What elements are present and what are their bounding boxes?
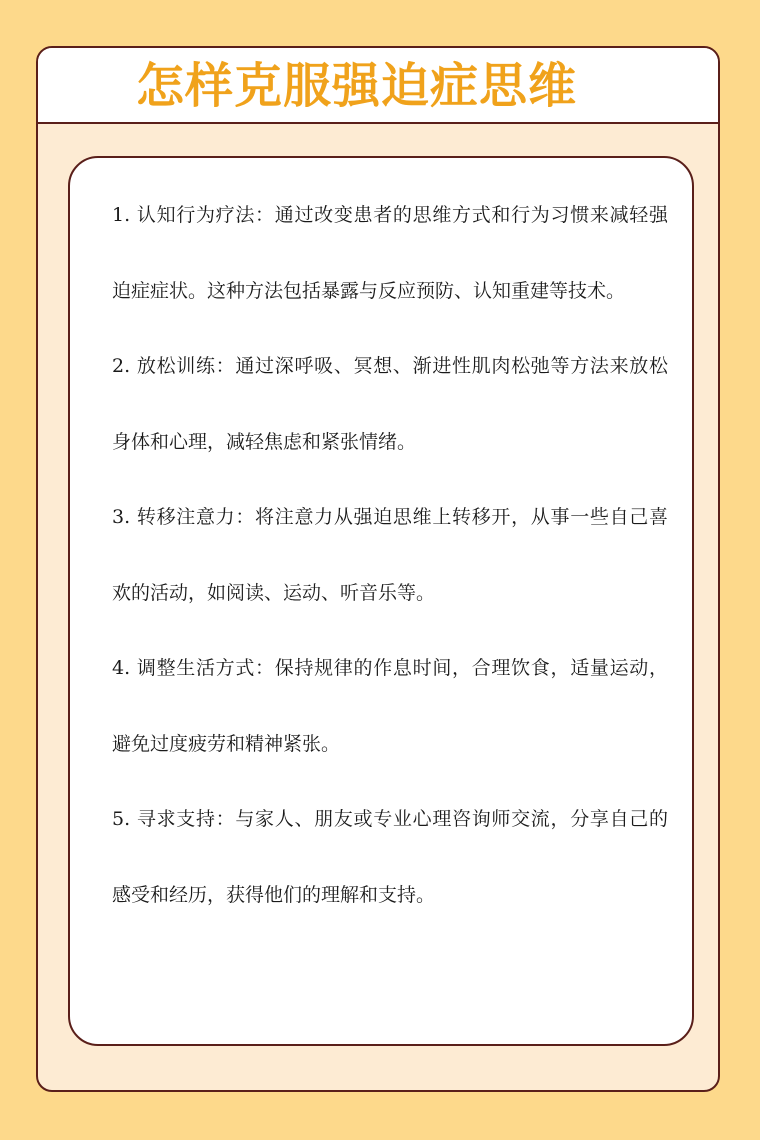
item-text: 调整生活方式：保持规律的作息时间，合理饮食，适量运动，避免过度疲劳和精神紧张。	[112, 657, 668, 755]
list-item-1	[112, 178, 668, 329]
item-text: 认知行为疗法：通过改变患者的思维方式和行为习惯来减轻强迫症症状。这种方法包括暴露与反应预防、认知重建等技术。	[112, 204, 668, 302]
title-band	[38, 48, 718, 124]
item-number: 5.	[112, 808, 137, 830]
list-item-2	[112, 329, 668, 480]
list-item-3	[112, 480, 668, 631]
content-card	[68, 156, 694, 1046]
list-item-4	[112, 631, 668, 782]
item-text: 转移注意力：将注意力从强迫思维上转移开，从事一些自己喜欢的活动，如阅读、运动、听音乐等。	[112, 506, 668, 604]
item-number: 3.	[112, 506, 137, 528]
item-text: 寻求支持：与家人、朋友或专业心理咨询师交流，分享自己的感受和经历，获得他们的理解和支持。	[112, 808, 668, 906]
item-number: 4.	[112, 657, 137, 679]
page-title: 怎样克服强迫症思维	[136, 58, 578, 114]
item-text: 放松训练：通过深呼吸、冥想、渐进性肌肉松弛等方法来放松身体和心理，减轻焦虑和紧张情绪。	[112, 355, 668, 453]
content-list	[112, 178, 668, 933]
outer-card	[36, 46, 720, 1092]
item-number: 1.	[112, 204, 137, 226]
item-number: 2.	[112, 355, 137, 377]
list-item-5	[112, 782, 668, 933]
